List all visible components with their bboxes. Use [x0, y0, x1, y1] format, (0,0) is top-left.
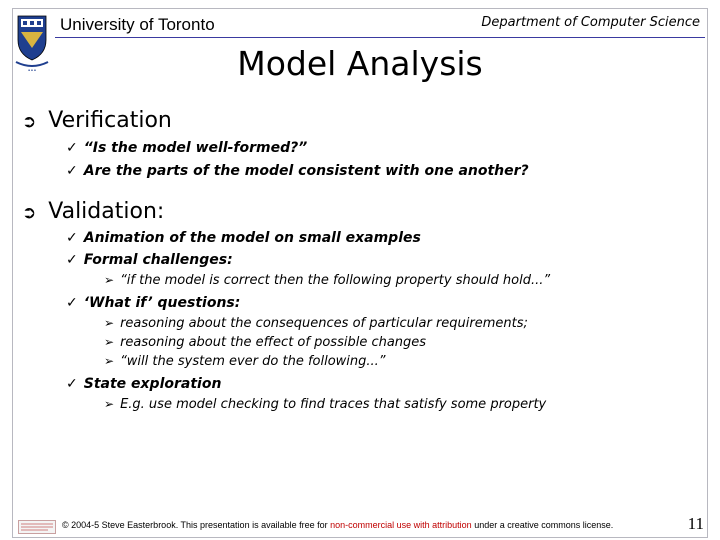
- header-rule: [55, 37, 705, 38]
- list-item-text: “Is the model well-formed?”: [83, 140, 308, 156]
- sub-list-item-text: “if the model is correct then the following property should hold...”: [120, 273, 551, 288]
- arrowhead-bullet-icon: ➢: [104, 316, 115, 330]
- list-item-text: Are the parts of the model consistent with one another?: [83, 163, 529, 179]
- sub-list-item: [104, 354, 386, 369]
- creative-commons-logo: [18, 520, 56, 534]
- list-item-text: Animation of the model on small examples: [83, 230, 421, 246]
- arrowhead-bullet-icon: ➢: [104, 354, 115, 368]
- copyright-notice: [62, 520, 613, 530]
- arrow-bullet-icon: ➲: [22, 203, 37, 223]
- sub-list-item: [104, 316, 528, 331]
- sub-list-item-text: E.g. use model checking to find traces that satisfy some property: [120, 397, 547, 412]
- list-item-text: Formal challenges:: [83, 252, 233, 268]
- bullet-label: Validation:: [48, 199, 165, 224]
- check-bullet-icon: ✓: [66, 295, 78, 311]
- check-bullet-icon: ✓: [66, 163, 78, 179]
- list-item: [66, 230, 421, 246]
- list-item: [66, 295, 240, 311]
- bullet-verification: [22, 108, 172, 133]
- copyright-text-end: under a creative commons license.: [471, 520, 614, 530]
- arrow-bullet-icon: ➲: [22, 112, 37, 132]
- sub-list-item-text: reasoning about the effect of possible changes: [120, 335, 427, 350]
- department-name: Department of Computer Science: [481, 15, 700, 30]
- svg-text:•••: •••: [27, 68, 37, 74]
- sub-list-item: [104, 397, 546, 412]
- check-bullet-icon: ✓: [66, 230, 78, 246]
- check-bullet-icon: ✓: [66, 376, 78, 392]
- copyright-text: © 2004-5 Steve Easterbrook. This presentation is available free for: [62, 520, 331, 530]
- sub-list-item: [104, 335, 426, 350]
- list-item: [66, 252, 233, 268]
- sub-list-item: [104, 273, 550, 288]
- arrowhead-bullet-icon: ➢: [104, 397, 115, 411]
- list-item: [66, 376, 221, 392]
- sub-list-item-text: “will the system ever do the following...”: [120, 354, 386, 369]
- university-name: University of Toronto: [60, 15, 215, 34]
- arrowhead-bullet-icon: ➢: [104, 273, 115, 287]
- bullet-label: Verification: [48, 108, 172, 133]
- list-item-text: State exploration: [83, 376, 222, 392]
- sub-list-item-text: reasoning about the consequences of particular requirements;: [120, 316, 528, 331]
- check-bullet-icon: ✓: [66, 140, 78, 156]
- list-item: [66, 163, 529, 179]
- bullet-validation: [22, 199, 164, 224]
- page-number: 11: [687, 514, 704, 533]
- arrowhead-bullet-icon: ➢: [104, 335, 115, 349]
- slide-title: Model Analysis: [237, 44, 483, 83]
- license-link[interactable]: non-commercial use with attribution: [330, 520, 472, 530]
- list-item-text: ‘What if’ questions:: [83, 295, 241, 311]
- list-item: [66, 140, 307, 156]
- check-bullet-icon: ✓: [66, 252, 78, 268]
